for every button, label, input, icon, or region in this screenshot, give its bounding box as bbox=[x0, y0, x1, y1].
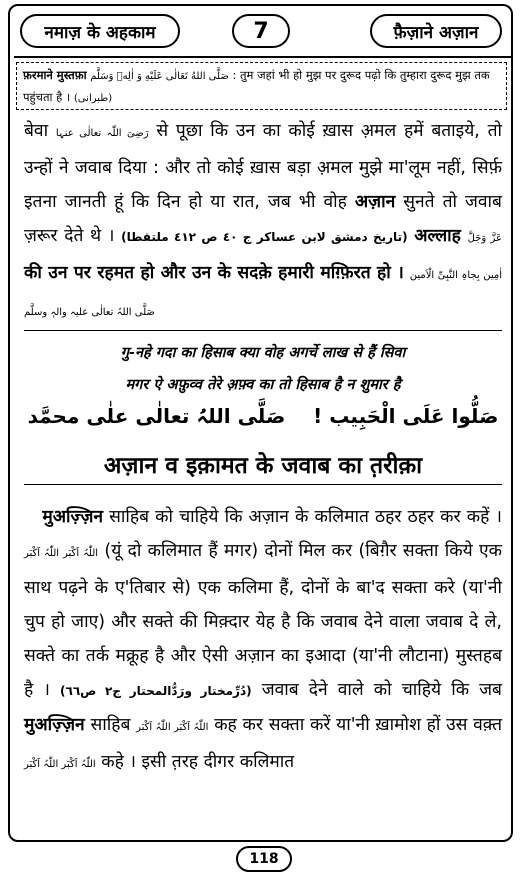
hadith-salutation: صَلَّى اللهُ تَعَالٰى عَلَيْهِ وَ اٰلِهٖ وَسَلَّم bbox=[90, 71, 229, 82]
para2-takbir-3: اللّٰہُ اَکْبَر اللّٰہُ اَکْبَر bbox=[24, 759, 96, 770]
durood-line bbox=[24, 404, 502, 428]
header-chapter-title: फ़ैज़ाने अज़ान bbox=[370, 14, 502, 48]
para2-muazzin: मुअज़्ज़िन bbox=[42, 507, 104, 527]
para1-azan: अज़ान bbox=[354, 192, 396, 212]
para2-reference: (دُرِّمختار ورَدُّالمحتار ج٢ ص٦٦) bbox=[60, 684, 252, 698]
paragraph-1 bbox=[24, 114, 502, 330]
para2-t6: कहे । इसी त़रह दीगर कलिमात bbox=[101, 752, 295, 772]
para1-s2: से पूछा कि उन का कोई ख़ास अ़मल हमें बताइये, तो उन्हों ने जवाब दिया : और तो कोई ख़ास बड़ा अ़मल मुझे मा'लूम नहीं, सिर्फ़ इतना जानती हूं कि दिन हो या रात, जब भी वोह bbox=[24, 121, 502, 212]
para2-t3: जवाब देने वाले को चाहिये कि जब bbox=[261, 680, 502, 700]
para2-takbir-2: اللّٰہُ اَکْبَر اللّٰہُ اَکْبَر bbox=[136, 722, 209, 733]
para1-honorific: رَضِیَ اللّٰہ تعالٰی عنہا bbox=[55, 128, 149, 139]
hadith-box bbox=[16, 62, 507, 110]
para1-s3: सुनते तो जवाब ज़रूर देते थे । bbox=[24, 192, 502, 246]
section-divider-top bbox=[24, 330, 502, 331]
para2-muazzin-2: मुअज़्ज़िन bbox=[24, 715, 85, 735]
hadith-source: (طبرانی) bbox=[73, 93, 113, 104]
durood-left: صَلُّوا عَلَی الْحَبِیب ! bbox=[313, 404, 499, 428]
para1-amin: اٰمِین بِجاہِ النَّبِیِّ الْاَمین صَلَّی اللہُ تعالٰی علیہ والہٖ وسلَّم bbox=[24, 270, 502, 318]
hadith-label: फ़रमाने मुस्तफ़ा bbox=[23, 68, 87, 82]
para2-t5: कह कर सक्ता करें या'नी ख़ामोश हों उस वक़्त bbox=[214, 715, 503, 735]
poem-line-2: मगर ऐ अफ़ुव्व तेरे अ़फ़्व का तो हिसाब है न शुमार है bbox=[125, 377, 401, 393]
para1-allah: अल्लाह bbox=[414, 226, 461, 246]
para2-t1: साहिब को चाहिये कि अज़ान के कलिमात ठहर ठहर कर कहें । bbox=[109, 507, 502, 527]
para1-s4: की उन पर रहमत हो और उन के सदक़े हमारी मग़्फ़िरत हो । bbox=[24, 263, 404, 283]
header-divider bbox=[14, 56, 511, 58]
para1-reference: (تاریخ دمشق لابن عساکر ج ٤٠ ص ٤١٢ ملتقطا) bbox=[121, 230, 408, 244]
paragraph-2 bbox=[24, 500, 502, 782]
para1-s1: बेवा bbox=[24, 121, 49, 141]
section-divider-heading bbox=[24, 484, 502, 485]
hadith-text: : तुम जहां भी हो मुझ पर दुरूद पढ़ो कि तुम्हारा दुरूद मुझ तक पहुंचता है । bbox=[23, 68, 490, 104]
durood-right: صَلَّی اللہُ تعالٰی علٰی محمَّد bbox=[27, 404, 286, 428]
section-heading: अज़ान व इक़ामत के जवाब का त़रीक़ा bbox=[103, 453, 423, 479]
footer-page-number: 118 bbox=[236, 846, 292, 872]
para1-allah-honorific: عَزَّ وَجَلَّ bbox=[467, 233, 503, 244]
header-page-number: 7 bbox=[232, 14, 290, 48]
poem-line-1: गु-नहे गदा का हिसाब क्या वोह अगर्चे लाख से हैं सिवा bbox=[120, 345, 406, 361]
para2-t4: साहिब bbox=[90, 715, 131, 735]
para2-takbir: اللّٰہُ اَکْبَر اللّٰہُ اَکْبَر bbox=[24, 548, 99, 559]
header-book-title: नमाज़ के अहकाम bbox=[20, 14, 180, 48]
para2-t2: (यूं दो कलिमात हैं मगर) दोनों मिल कर (बिग़ैर सक्ता किये एक साथ पढ़ने के ए'तिबार से) एक कलिमा हैं, दोनों के बा'द सक्ता करे (या'नी चुप हो जाए) और सक्ते की मिक़्दार येह है कि जवाब देने वाला जवाब दे ले, सक्ते का तर्क मक्रूह है और ऐसी अज़ान का इआदा (या'नी लौटाना) मुस्तहब है । bbox=[24, 541, 502, 700]
